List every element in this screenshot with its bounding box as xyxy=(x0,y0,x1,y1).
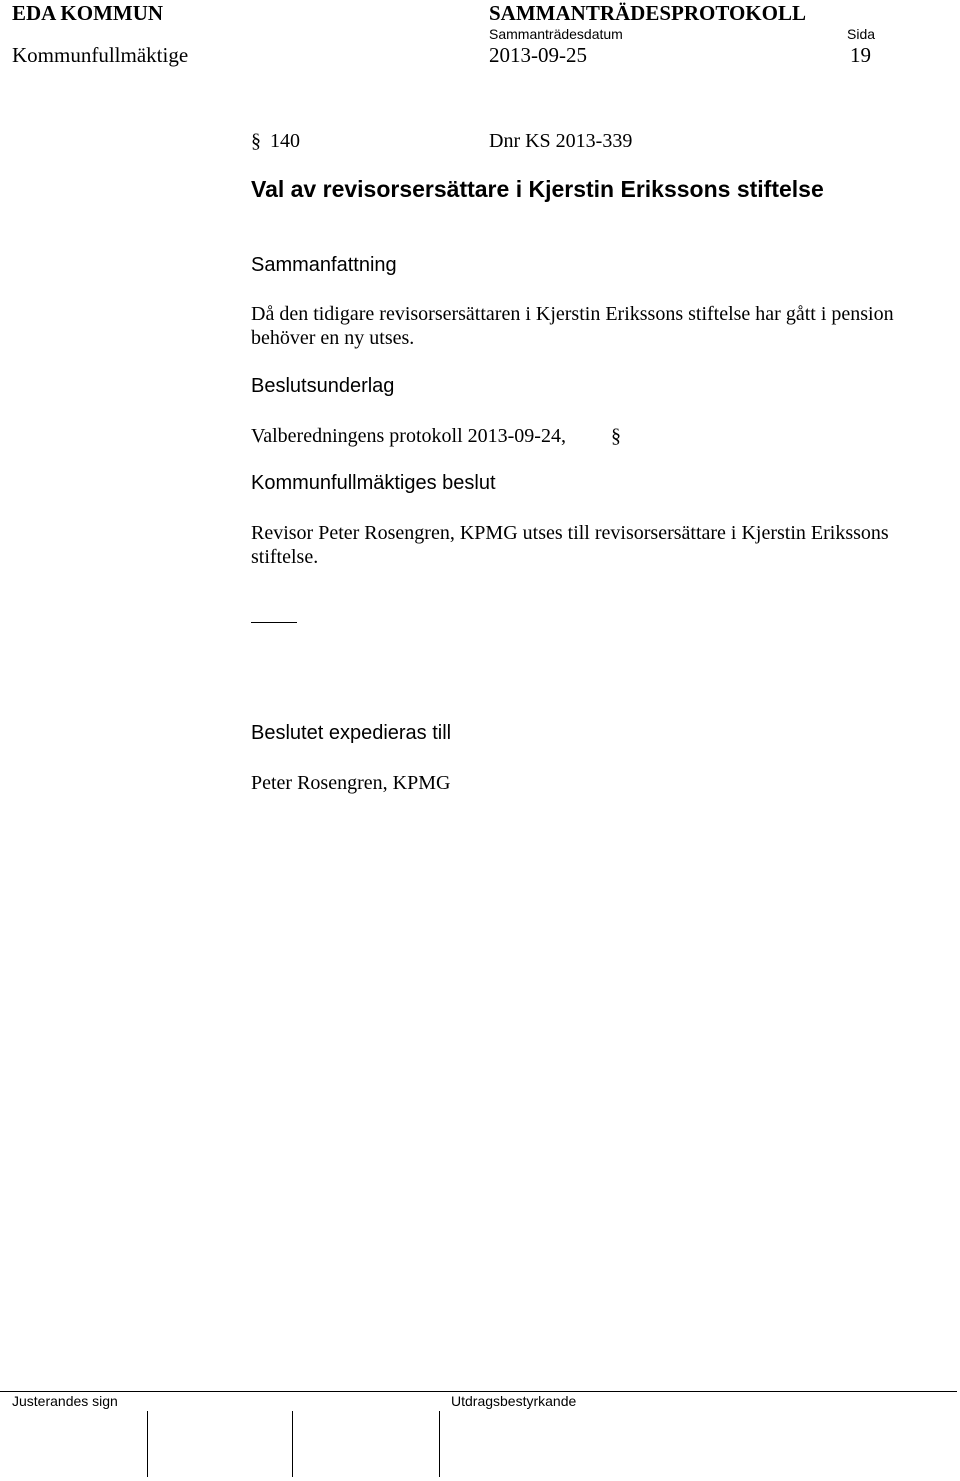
separator-rule xyxy=(251,622,297,623)
basis-heading: Beslutsunderlag xyxy=(251,375,395,397)
signature-box-divider xyxy=(292,1411,293,1477)
document-type: SAMMANTRÄDESPROTOKOLL xyxy=(489,1,806,25)
signature-box-divider xyxy=(439,1411,440,1477)
footer-rule xyxy=(0,1391,957,1392)
governing-body: Kommunfullmäktige xyxy=(12,43,189,67)
item-title: Val av revisorsersättare i Kjerstin Erikssons stiftelse xyxy=(251,176,824,202)
page-label: Sida xyxy=(847,26,876,42)
paragraph-symbol: § xyxy=(251,130,261,152)
certification-label: Utdragsbestyrkande xyxy=(451,1393,577,1409)
dispatch-recipient: Peter Rosengren, KPMG xyxy=(251,772,451,794)
basis-text: Valberedningens protokoll 2013-09-24, xyxy=(251,425,566,447)
signature-box-divider xyxy=(147,1411,148,1477)
decision-text: Revisor Peter Rosengren, KPMG utses till revisorsersättare i Kjerstin Erikssons stiftelse. xyxy=(251,522,889,568)
summary-heading: Sammanfattning xyxy=(251,254,397,276)
meeting-date: 2013-09-25 xyxy=(489,43,587,67)
dispatch-heading: Beslutet expedieras till xyxy=(251,722,452,744)
summary-text: Då den tidigare revisorsersättaren i Kjerstin Erikssons stiftelse har gått i pension behöver en ny utses. xyxy=(251,303,894,349)
item-number: 140 xyxy=(270,130,300,152)
dnr-reference: Dnr KS 2013-339 xyxy=(489,130,633,152)
meeting-date-label: Sammanträdesdatum xyxy=(489,26,623,42)
organization-name: EDA KOMMUN xyxy=(12,1,164,25)
signature-label: Justerandes sign xyxy=(12,1393,118,1409)
page-number: 19 xyxy=(850,43,871,67)
basis-paragraph-symbol: § xyxy=(611,425,621,447)
decision-heading: Kommunfullmäktiges beslut xyxy=(251,472,496,494)
